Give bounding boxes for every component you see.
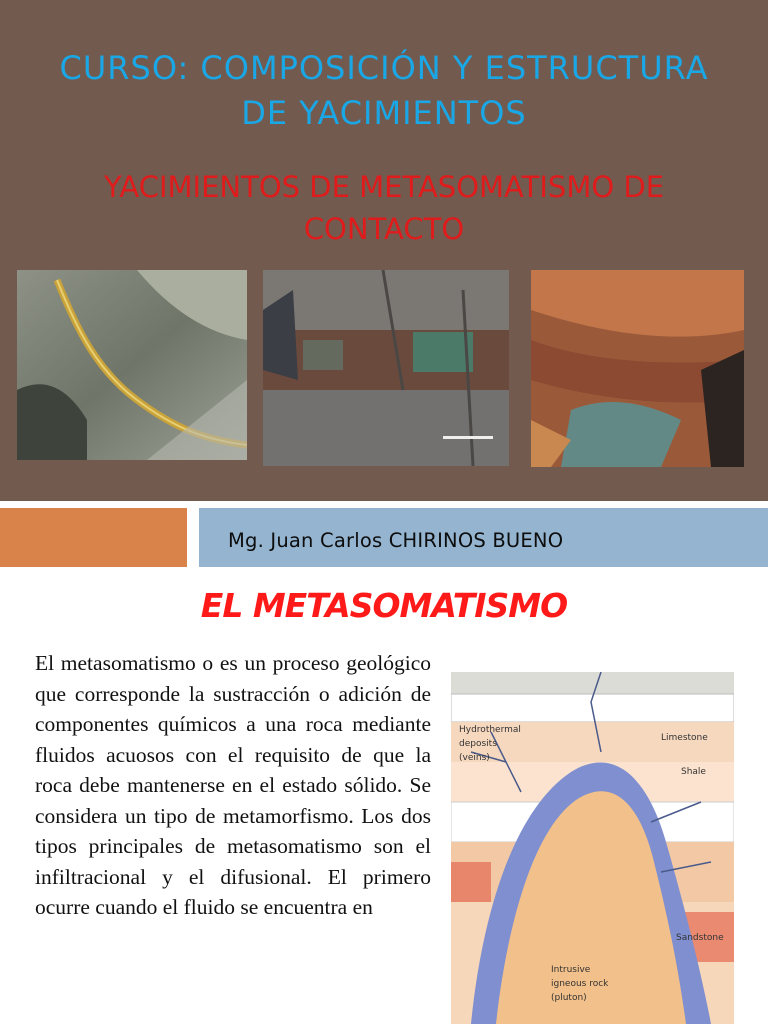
- label-deposits-2: deposits: [459, 739, 497, 749]
- body-paragraph: El metasomatismo o es un proceso geológico que corresponde la sustracción o adición de componentes químicos a una roca mediante fluidos acuosos con el requisito de que la roca debe mantenerse en el estado sólido. Se considera un tipo de metamorfismo. Los dos tipos principales de metasomatismo son el infiltracional y el difusional. El primero ocurre cuando el fluido se encuentra en: [35, 651, 431, 919]
- label-intrusive-2: igneous rock: [551, 979, 609, 989]
- course-title: CURSO: COMPOSICIÓN Y ESTRUCTURA DE YACIMIENTOS: [59, 49, 709, 132]
- gold-vein-photo: [17, 270, 247, 460]
- footer-band-left: [0, 508, 187, 567]
- copper-outcrop-photo: [263, 270, 509, 466]
- label-deposits-1: Hydrothermal: [459, 725, 521, 735]
- deck-title: YACIMIENTOS DE METASOMATISMO DE CONTACTO: [103, 170, 665, 246]
- author-name: Mg. Juan Carlos CHIRINOS BUENO: [228, 529, 564, 552]
- label-sandstone: Sandstone: [676, 933, 724, 943]
- label-deposits-3: (veins): [459, 753, 490, 763]
- title-slide: [0, 0, 768, 501]
- label-intrusive-3: (pluton): [551, 993, 587, 1003]
- label-shale: Shale: [681, 767, 706, 777]
- oxidized-rock-photo: [531, 270, 744, 467]
- label-limestone: Limestone: [661, 733, 708, 743]
- metasomatism-diagram: [451, 672, 734, 1024]
- label-intrusive-1: Intrusive: [551, 965, 591, 975]
- section-title: EL METASOMATISMO: [200, 586, 568, 625]
